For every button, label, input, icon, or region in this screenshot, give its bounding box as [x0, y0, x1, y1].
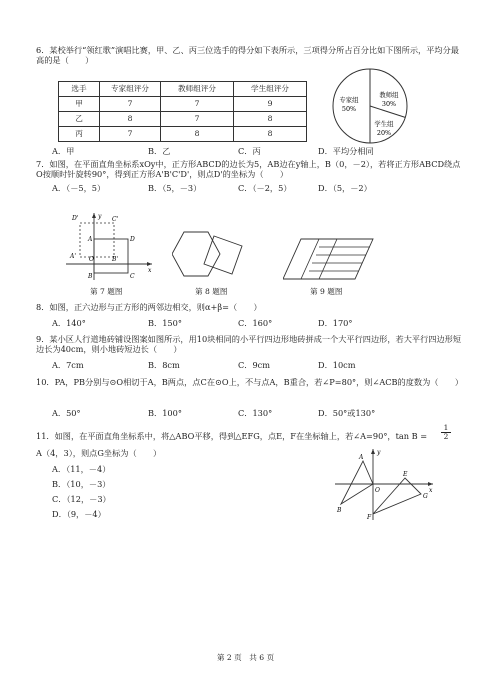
option-d: D．（5，－2）	[318, 183, 372, 193]
arrow-icon	[92, 213, 96, 218]
axis-label: y	[98, 213, 102, 220]
point-label: B	[88, 273, 93, 280]
axis-label: x	[429, 487, 433, 494]
point-label: F	[367, 514, 372, 521]
figure-9-caption: 第 9 题图	[310, 287, 343, 296]
triangle-efg	[373, 478, 421, 514]
pie-percent: 20%	[376, 129, 392, 137]
pie-percent: 30%	[381, 100, 397, 108]
option-a: A．（11，－4）	[52, 464, 111, 474]
point-label: B	[337, 507, 342, 514]
point-label: O	[89, 256, 94, 263]
option-c: C．9cm	[238, 360, 271, 370]
option-c: C．130°	[238, 408, 273, 418]
table-cell: 9	[234, 97, 307, 112]
pie-percent: 50%	[341, 105, 357, 113]
table-cell: 7	[100, 127, 161, 142]
axis-label: x	[148, 267, 152, 274]
tile-edge	[301, 239, 319, 279]
option-a: A．50°	[52, 408, 81, 418]
table-header-cell: 选手	[59, 82, 100, 97]
pie-label: 专家组	[339, 96, 359, 104]
option-d: D．170°	[318, 318, 353, 328]
option-b: B．8cm	[148, 360, 180, 370]
table-cell: 7	[161, 97, 234, 112]
q11-text: 11．如图，在平面直角坐标系中，将△ABO平移，得到△EFG，点E，F在坐标轴上，若∠A=90°，tan B =	[36, 431, 428, 441]
table-header-row	[59, 82, 307, 97]
option-c: C．160°	[238, 318, 273, 328]
q6-score-table	[58, 81, 307, 142]
arrow-icon	[428, 482, 433, 486]
q10-stem: 10．PA，PB分别与⊙O相切于A，B两点，点C在⊙O上，不与点A，B重合，若∠P=80°，则∠ACB的度数为（ ）	[36, 377, 464, 387]
fraction-denominator: 2	[443, 431, 449, 441]
point-label: D	[130, 236, 135, 243]
table-cell: 8	[100, 112, 161, 127]
triangle-abo	[341, 461, 373, 504]
option-d: D．50°或130°	[318, 408, 376, 418]
option-d: D．（9，－4）	[52, 509, 106, 519]
point-label: A'	[70, 253, 76, 260]
tan-fraction	[441, 424, 451, 441]
fraction-numerator: 1	[441, 424, 451, 433]
option-c: C．丙	[238, 146, 261, 156]
arrow-icon	[147, 262, 152, 266]
table-cell: 丙	[59, 127, 100, 142]
table-header-cell: 学生组评分	[234, 82, 307, 97]
square-rotated	[80, 223, 114, 257]
table-row	[59, 97, 307, 112]
pie-label: 教师组	[379, 91, 399, 99]
q11-stem-line2: A（4，3），则点G坐标为（ ）	[36, 448, 162, 458]
figure-7-caption: 第 7 题图	[90, 287, 123, 296]
option-a: A．（－5，5）	[52, 183, 106, 193]
option-c: C．（－2，5）	[238, 183, 292, 193]
option-b: B．100°	[148, 408, 182, 418]
option-b: B．150°	[148, 318, 182, 328]
square-abcd	[94, 239, 128, 273]
point-label: B'	[112, 256, 119, 263]
option-d: D．10cm	[318, 360, 356, 370]
table-row	[59, 112, 307, 127]
q8-stem: 8．如图，正六边形与正方形的两邻边相交，则α+β=（ ）	[36, 302, 262, 312]
point-label: G	[423, 493, 428, 500]
page-footer: 第 2 页 共 6 页	[216, 653, 275, 662]
figure-7-coordinate-diagram	[62, 210, 157, 282]
pie-label: 学生组	[374, 120, 394, 128]
point-label: A	[359, 454, 364, 461]
option-b: B．（5，－3）	[148, 183, 202, 193]
q11-stem-line1	[36, 431, 440, 441]
option-b: B．（10，－3）	[52, 479, 111, 489]
q7-stem: 7．如图，在平面直角坐标系xOy中，正方形ABCD的边长为5，AB边在y轴上，B（0，－2），若将正方形ABCD绕点O按顺时针旋转90°，得到正方形A'B'C'D'，则点D'的坐标为（ ）	[36, 159, 461, 180]
figure-9-parallelogram-tiles	[283, 235, 378, 283]
table-header-cell: 专家组评分	[100, 82, 161, 97]
point-label: E	[403, 471, 408, 478]
table-header-cell: 教师组评分	[161, 82, 234, 97]
figure-8-hexagon-square	[172, 227, 252, 282]
table-cell: 8	[161, 127, 234, 142]
option-d: D．平均分相同	[318, 146, 374, 156]
table-row	[59, 127, 307, 142]
q9-stem: 9．某小区人行道地砖铺设图案如图所示，用10块相同的小平行四边形地砖拼成一个大平行四边形，若大平行四边形短边长为40cm，则小地砖短边长（ ）	[36, 334, 462, 355]
point-label: A	[88, 236, 93, 243]
point-label: C	[130, 273, 135, 280]
table-cell: 乙	[59, 112, 100, 127]
point-label: C'	[112, 216, 119, 223]
table-cell: 8	[234, 112, 307, 127]
option-b: B．乙	[148, 146, 171, 156]
figure-11-coordinate-diagram	[333, 446, 438, 522]
q6-pie-chart	[330, 66, 410, 146]
square	[204, 236, 242, 274]
q6-stem: 6．某校举行“领红歌”演唱比赛，甲、乙、丙三位选手的得分如下表所示，三项得分所占百分比如下图所示，平均分最高的是（ ）	[36, 45, 459, 66]
arrow-icon	[371, 449, 375, 454]
tile-edge	[319, 239, 337, 279]
table-cell: 8	[234, 127, 307, 142]
table-cell: 7	[161, 112, 234, 127]
option-a: A．7cm	[52, 360, 84, 370]
axis-label: y	[377, 449, 381, 456]
table-cell: 7	[100, 97, 161, 112]
point-label: O	[375, 487, 380, 494]
table-cell: 甲	[59, 97, 100, 112]
point-label: D'	[72, 215, 79, 222]
figure-8-caption: 第 8 题图	[195, 287, 228, 296]
option-a: A．140°	[52, 318, 86, 328]
option-a: A．甲	[52, 146, 75, 156]
option-c: C．（12，－3）	[52, 494, 111, 504]
